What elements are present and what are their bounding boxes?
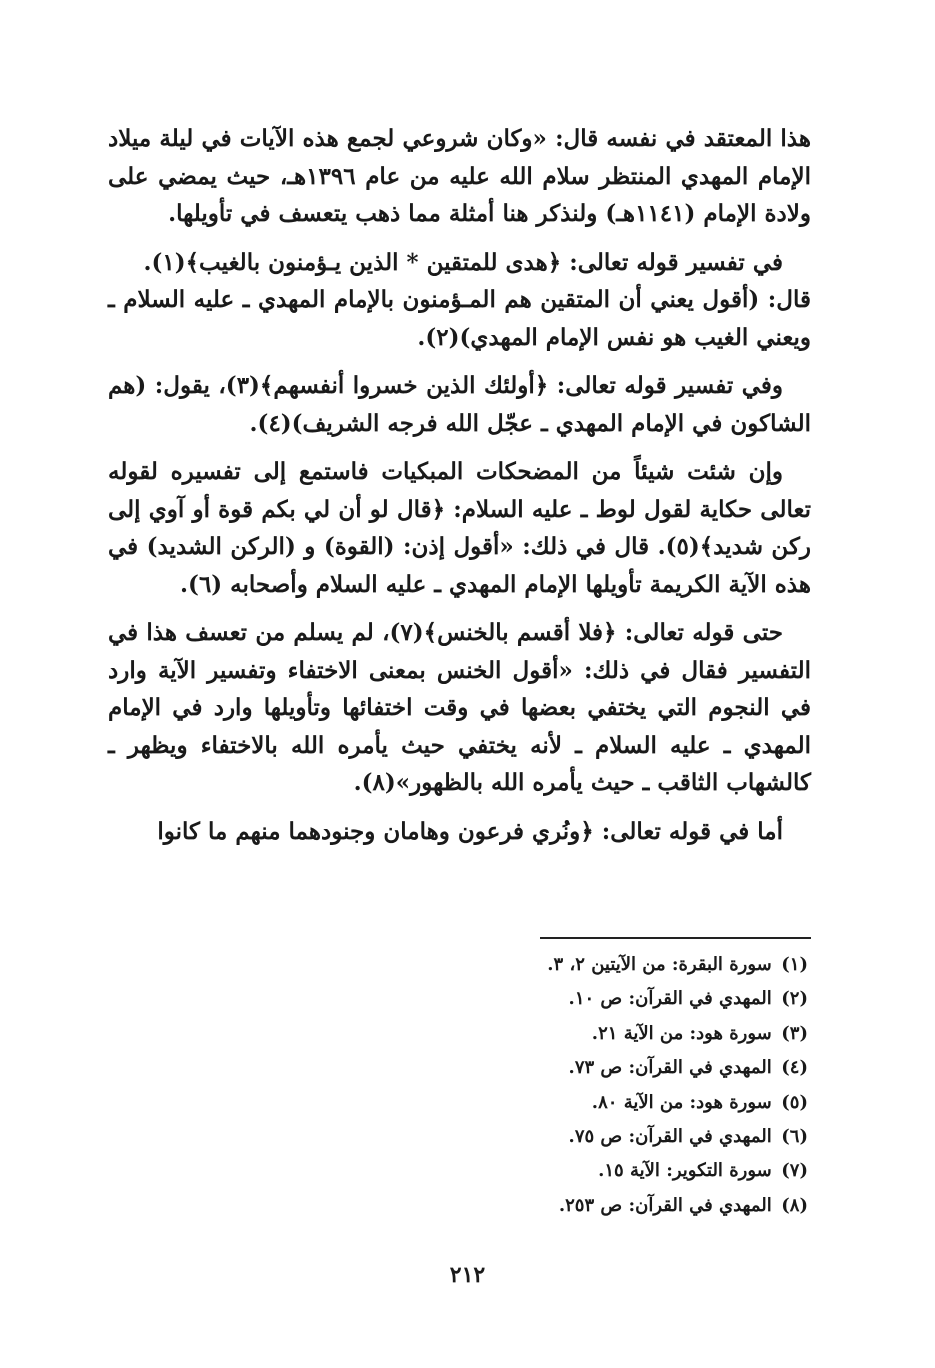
paragraph-6: حتى قوله تعالى: ﴿فلا أقسم بالخنس﴾(٧)، لم يسلم من تعسف هذا في التفسير فقال في ذلك: «أقول الخنس بمعنى الاختفاء وتفسير الآية وارد في النجوم التي يختفي بعضها في وقت اختفائها وتأويلها وارد في الإمام المهدي ـ عليه السلام ـ لأنه يختفي حيث يأمره الله بالاختفاء ويظهر ـ كالشهاب الثاقب ـ حيث يأمره الله بالظهور»(٨). [108, 619, 811, 796]
paragraph-5: وإن شئت شيئاً من المضحكات المبكيات فاستمع إلى تفسيره لقوله تعالى حكاية لقول لوط ـ عليه السلام: ﴿قال لو أن لي بكم قوة أو آوي إلى ركن شديد﴾(٥). قال في ذلك: «أقول إذن: (القوة) و (الركن الشديد) في هذه الآية الكريمة تأويلها الإمام المهدي ـ عليه السلام وأصحابه (٦). [108, 458, 811, 598]
footnote-number: (٦) [781, 1126, 808, 1148]
footnotes [400, 948, 808, 1223]
paragraph-1: هذا المعتقد في نفسه قال: «وكان شروعي لجمع هذه الآيات في ليلة ميلاد الإمام المهدي المنتظر سلام الله عليه من عام ١٣٩٦هـ، حيث يمضي على ولادة الإمام (١١٤١هـ) ولنذكر هنا أمثلة مما ذهب يتعسف في تأويلها. [108, 125, 811, 227]
footnote-item [400, 1120, 808, 1154]
footnote-item [400, 1086, 808, 1120]
footnote-text: المهدي في القرآن: ص ٢٥٣. [558, 1194, 772, 1216]
paragraph-4: وفي تفسير قوله تعالى: ﴿أولئك الذين خسروا أنفسهم﴾(٣)، يقول: (هم الشاكون في الإمام المهدي ـ عجّل الله فرجه الشريف)(٤). [108, 372, 811, 437]
footnote-separator [540, 937, 811, 939]
footnote-item [400, 1017, 808, 1051]
footnote-text: المهدي في القرآن: ص ١٠. [568, 988, 772, 1010]
footnote-number: (٢) [781, 988, 808, 1010]
footnote-number: (٨) [781, 1194, 808, 1216]
footnote-number: (٤) [781, 1057, 808, 1079]
footnote-text: سورة البقرة: من الآيتين ٢، ٣. [547, 954, 772, 975]
footnote-item [400, 948, 808, 982]
footnote-text: المهدي في القرآن: ص ٧٥. [568, 1126, 772, 1148]
footnote-text: سورة هود: من الآية ٢١. [591, 1022, 772, 1044]
footnote-number: (١) [781, 954, 808, 975]
footnote-item [400, 982, 808, 1016]
footnote-text: المهدي في القرآن: ص ٧٣. [568, 1057, 772, 1079]
page-number: ٢١٢ [449, 1262, 486, 1288]
footnote-number: (٣) [781, 1022, 808, 1044]
footnote-number: (٥) [781, 1091, 808, 1113]
footnote-number: (٧) [781, 1160, 808, 1182]
paragraph-2: في تفسير قوله تعالى: ﴿هدى للمتقين * الذين يـؤمنون بالغيب﴾(١). [143, 248, 783, 276]
footnote-item [400, 1051, 808, 1085]
main-text [108, 120, 811, 850]
footnote-item [400, 1154, 808, 1188]
footnote-text: سورة هود: من الآية ٨٠. [591, 1091, 772, 1113]
paragraph-3: قال: (أقول يعني أن المتقين هم المـؤمنون بالإمام المهدي ـ عليه السلام ـ ويعني الغيب هو نفس الإمام المهدي)(٢). [108, 286, 811, 351]
footnote-text: سورة التكوير: الآية ١٥. [598, 1160, 772, 1182]
paragraph-7: أما في قوله تعالى: ﴿ونُري فرعون وهامان وجنودهما منهم ما كانوا [157, 817, 783, 845]
footnote-item [400, 1189, 808, 1223]
